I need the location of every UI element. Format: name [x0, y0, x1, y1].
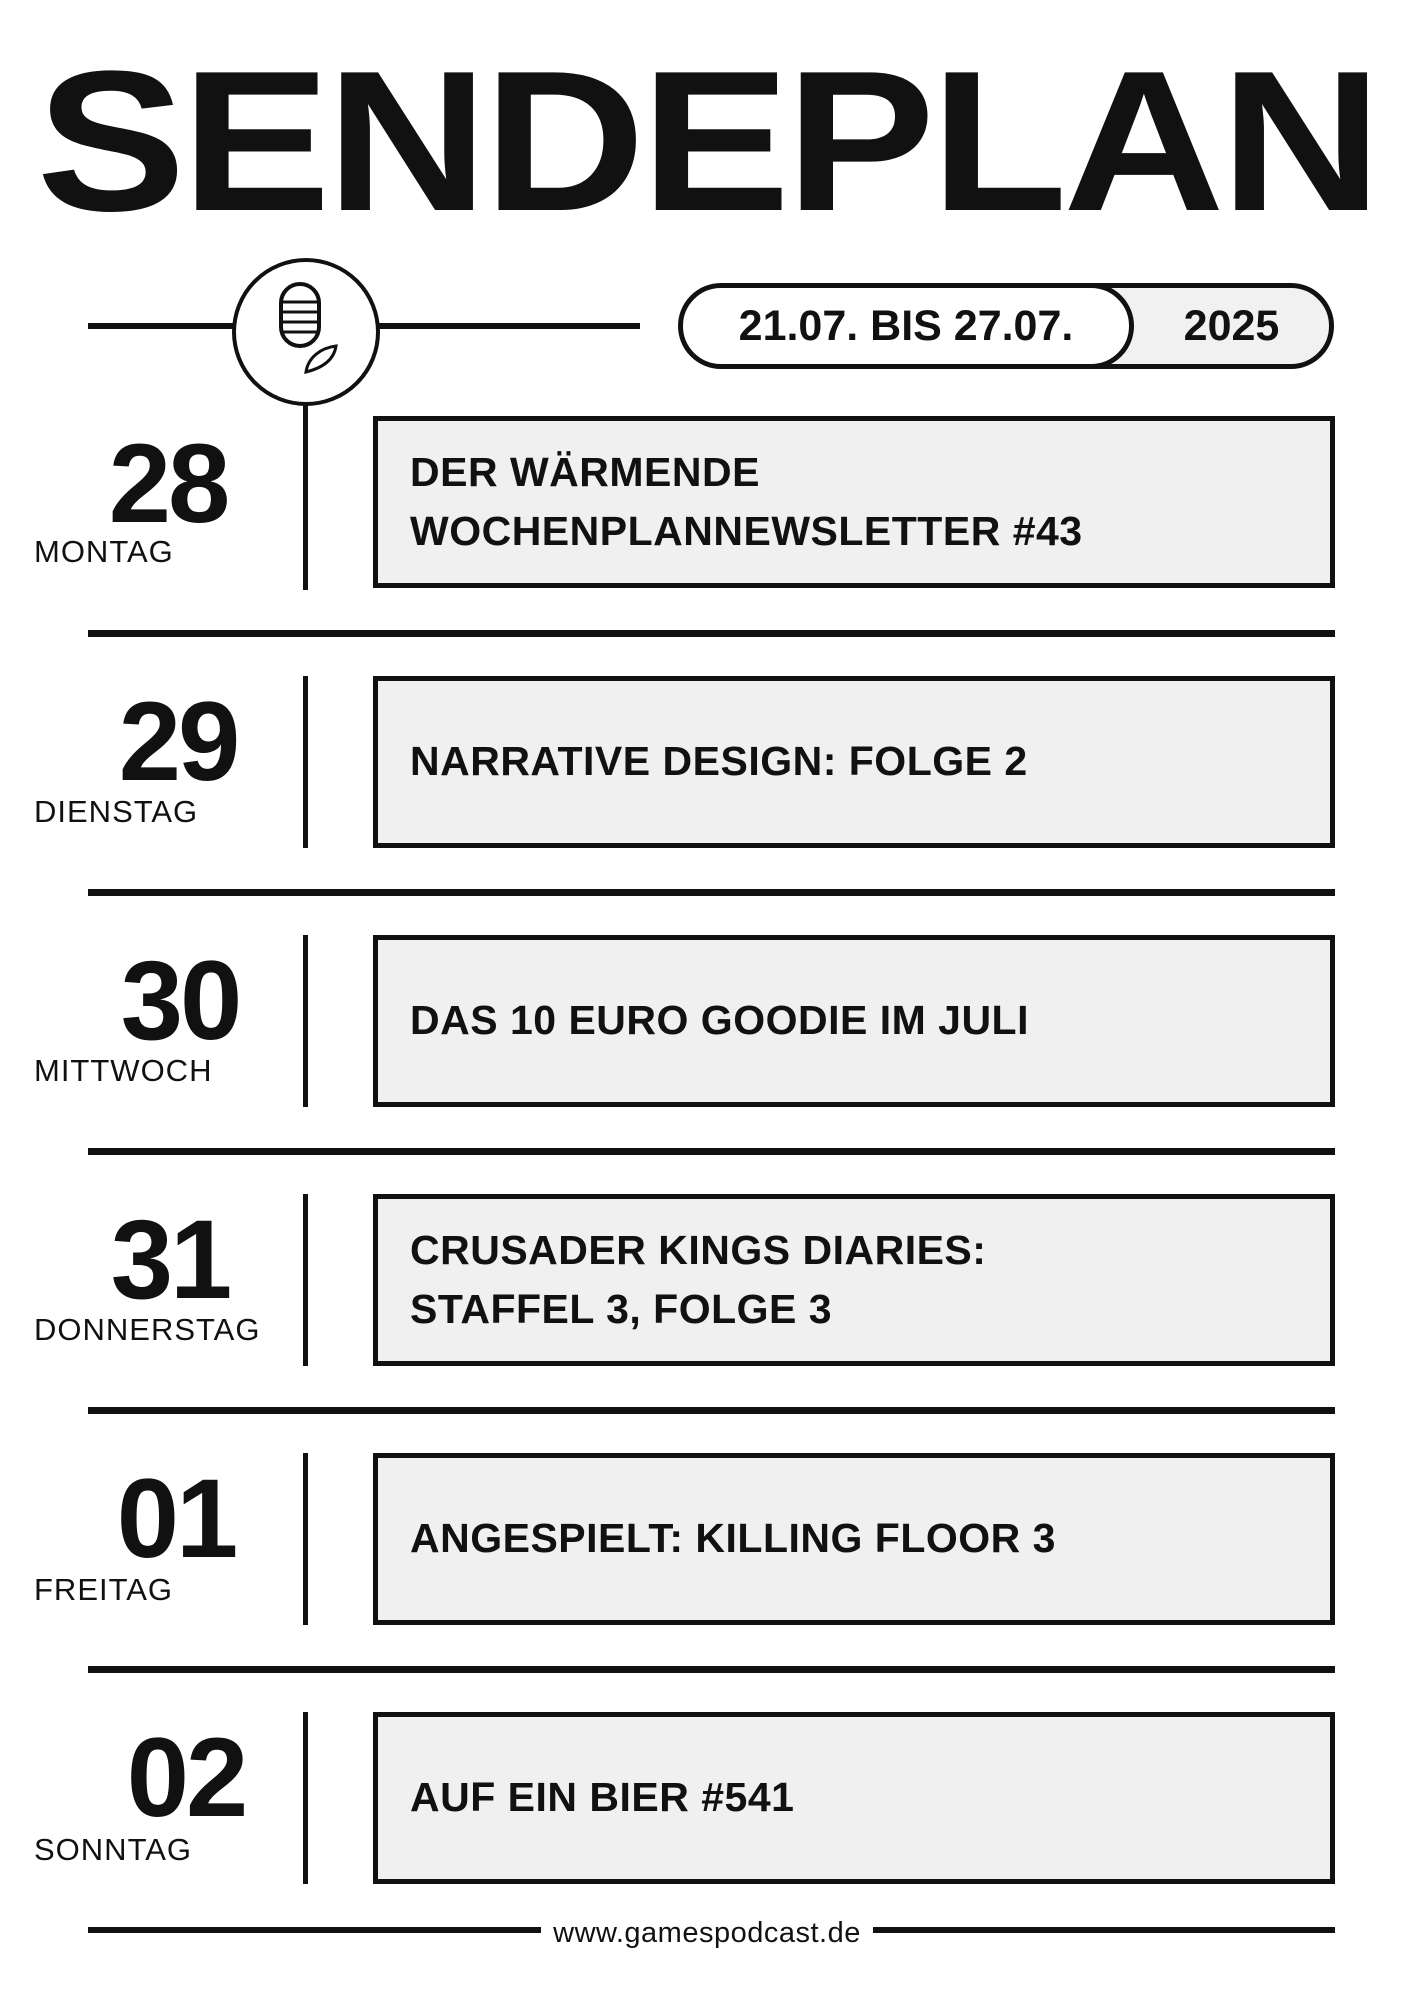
row-separator — [88, 1407, 1335, 1414]
episode-title-line: ANGESPIELT: KILLING FLOOR 3 — [410, 1515, 1056, 1562]
footer — [0, 1917, 1414, 1950]
page-title: SENDEPLAN — [36, 30, 1378, 253]
day-divider — [303, 1712, 308, 1884]
row-separator — [88, 630, 1335, 637]
weekday-label: MITTWOCH — [34, 1053, 213, 1088]
row-separator — [88, 1666, 1335, 1673]
day-number: 28 — [108, 421, 228, 546]
episode-box — [373, 1712, 1335, 1884]
episode-title-line: DER WÄRMENDE — [410, 448, 760, 495]
episode-title-line: DAS 10 EURO GOODIE IM JULI — [410, 997, 1029, 1044]
day-divider — [303, 676, 308, 848]
day-divider — [303, 420, 308, 590]
day-divider — [303, 1453, 308, 1625]
episode-box — [373, 416, 1335, 588]
day-number: 02 — [126, 1715, 246, 1840]
day-number: 01 — [116, 1456, 236, 1581]
year-label: 2025 — [1183, 301, 1280, 350]
header-divider-right — [378, 323, 640, 329]
weekday-label: MONTAG — [34, 534, 174, 569]
episode-title-line: AUF EIN BIER #541 — [410, 1774, 795, 1821]
day-number: 29 — [118, 679, 238, 804]
weekday-label: FREITAG — [34, 1572, 174, 1607]
date-range: 21.07. BIS 27.07. — [678, 283, 1134, 369]
date-range-pill — [678, 283, 1334, 369]
episode-title-line: NARRATIVE DESIGN: FOLGE 2 — [410, 738, 1028, 785]
episode-title-line: WOCHENPLANNEWSLETTER #43 — [410, 508, 1083, 554]
weekday-label: DIENSTAG — [34, 794, 199, 829]
row-separator — [88, 1148, 1335, 1155]
website-link[interactable]: www.gamespodcast.de — [541, 1917, 873, 1949]
weekday-label: DONNERSTAG — [34, 1312, 261, 1347]
day-number: 30 — [120, 938, 240, 1063]
episode-box — [373, 1453, 1335, 1625]
header-divider-left — [88, 323, 234, 329]
day-number: 31 — [110, 1197, 230, 1322]
episode-title-line: STAFFEL 3, FOLGE 3 — [410, 1286, 833, 1332]
microphone-plant-icon — [232, 258, 380, 406]
day-divider — [303, 935, 308, 1107]
episode-title-line: CRUSADER KINGS DIARIES: — [410, 1226, 987, 1273]
day-divider — [303, 1194, 308, 1366]
episode-box — [373, 676, 1335, 848]
weekday-label: SONNTAG — [34, 1832, 192, 1867]
episode-box — [373, 935, 1335, 1107]
row-separator — [88, 889, 1335, 896]
episode-box — [373, 1194, 1335, 1366]
